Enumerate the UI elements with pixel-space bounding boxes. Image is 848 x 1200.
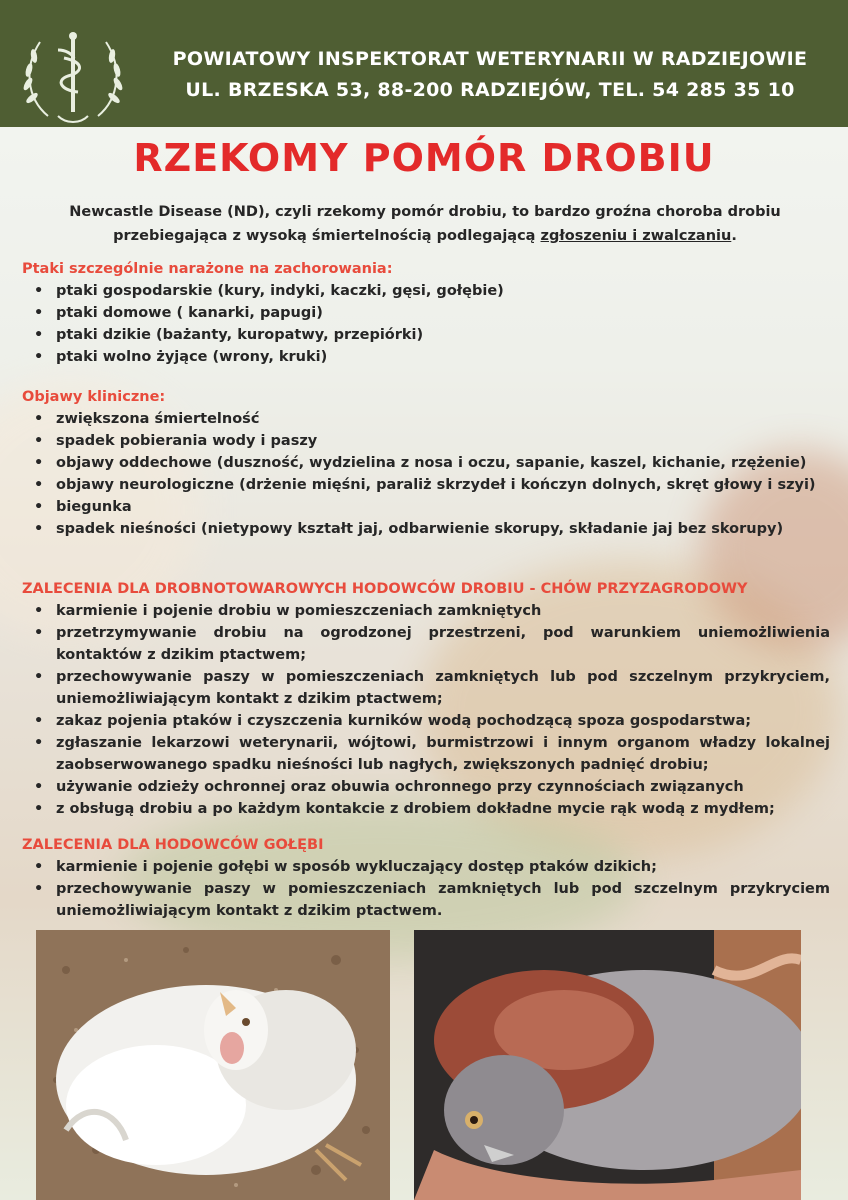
list-item: • przechowywanie paszy w pomieszczeniach zamkniętych lub pod szczelnym przykryciem uniemożliwiającym kontakt z dzikim ptactwem. bbox=[22, 878, 830, 922]
list-item: • ptaki domowe ( kanarki, papugi) bbox=[22, 302, 830, 324]
section-poultry-recommendations bbox=[22, 578, 830, 820]
section-heading: Ptaki szczególnie narażone na zachorowania: bbox=[22, 261, 393, 277]
list-item: • przechowywanie paszy w pomieszczeniach zamkniętych lub pod szczelnym przykryciem, uniemożliwiającym kontakt z dzikim ptactwem; bbox=[22, 666, 830, 710]
list-item: • ptaki gospodarskie (kury, indyki, kaczki, gęsi, gołębie) bbox=[22, 280, 830, 302]
birds-at-risk-list bbox=[22, 280, 830, 368]
list-item: • zwiększona śmiertelność bbox=[22, 408, 830, 430]
list-item: • z obsługą drobiu a po każdym kontakcie z drobiem dokładne mycie rąk wodą z mydłem; bbox=[22, 798, 830, 820]
intro-underlined: zgłoszeniu i zwalczaniu bbox=[540, 228, 732, 244]
section-heading: ZALECENIA DLA HODOWCÓW GOŁĘBI bbox=[22, 837, 324, 853]
list-item: • ptaki wolno żyjące (wrony, kruki) bbox=[22, 346, 830, 368]
list-item: • karmienie i pojenie gołębi w sposób wykluczający dostęp ptaków dzikich; bbox=[22, 856, 830, 878]
header-bar bbox=[0, 0, 848, 127]
list-item: • objawy oddechowe (duszność, wydzielina z nosa i oczu, sapanie, kaszel, kichanie, rzężenie) bbox=[22, 452, 830, 474]
symptoms-list bbox=[22, 408, 830, 540]
sick-pigeon-photo bbox=[414, 930, 801, 1200]
intro-paragraph bbox=[40, 200, 810, 248]
list-item: • biegunka bbox=[22, 496, 830, 518]
page-title: RZEKOMY POMÓR DROBIU bbox=[133, 136, 715, 180]
list-item: • karmienie i pojenie drobiu w pomieszczeniach zamkniętych bbox=[22, 600, 830, 622]
section-pigeon-recommendations bbox=[22, 834, 830, 922]
list-item: • zgłaszanie lekarzowi weterynarii, wójtowi, burmistrzowi i innym organom władzy lokalnej zaobserwowanego spadku nieśności lub nagłych, zwiększonych padnięć drobiu; bbox=[22, 732, 830, 776]
list-item: • ptaki dzikie (bażanty, kuropatwy, przepiórki) bbox=[22, 324, 830, 346]
section-heading: Objawy kliniczne: bbox=[22, 389, 166, 405]
header-line-1: POWIATOWY INSPEKTORAT WETERYNARII W RADZIEJOWIE bbox=[172, 48, 808, 70]
intro-end: . bbox=[731, 228, 737, 244]
list-item: • spadek pobierania wody i paszy bbox=[22, 430, 830, 452]
caduceus-laurel-icon bbox=[18, 28, 128, 128]
list-item: • zakaz pojenia ptaków i czyszczenia kurników wodą pochodzącą spoza gospodarstwa; bbox=[22, 710, 830, 732]
header-text bbox=[150, 44, 830, 106]
section-birds-at-risk bbox=[22, 258, 830, 368]
list-item: • objawy neurologiczne (drżenie mięśni, paraliż skrzydeł i kończyn dolnych, skręt głowy i szyi) bbox=[22, 474, 830, 496]
poultry-recommendations-list bbox=[22, 600, 830, 820]
list-item: • przetrzymywanie drobiu na ogrodzonej przestrzeni, pod warunkiem uniemożliwienia kontaktów z dzikim ptactwem; bbox=[22, 622, 830, 666]
header-line-2: UL. BRZESKA 53, 88-200 RADZIEJÓW, TEL. 54 285 35 10 bbox=[185, 79, 795, 101]
intro-text: Newcastle Disease (ND), czyli rzekomy pomór drobiu, to bardzo groźna choroba drobiu przebiegająca z wysoką śmiertelnością podlegającą bbox=[69, 204, 781, 244]
list-item: • używanie odzieży ochronnej oraz obuwia ochronnego przy czynnościach związanych bbox=[22, 776, 830, 798]
pigeon-recommendations-list bbox=[22, 856, 830, 922]
section-symptoms bbox=[22, 386, 830, 540]
section-heading: ZALECENIA DLA DROBNOTOWAROWYCH HODOWCÓW DROBIU - CHÓW PRZYZAGRODOWY bbox=[22, 581, 748, 597]
list-item: • spadek nieśności (nietypowy kształt jaj, odbarwienie skorupy, składanie jaj bez skorupy) bbox=[22, 518, 830, 540]
sick-chicken-photo bbox=[36, 930, 390, 1200]
